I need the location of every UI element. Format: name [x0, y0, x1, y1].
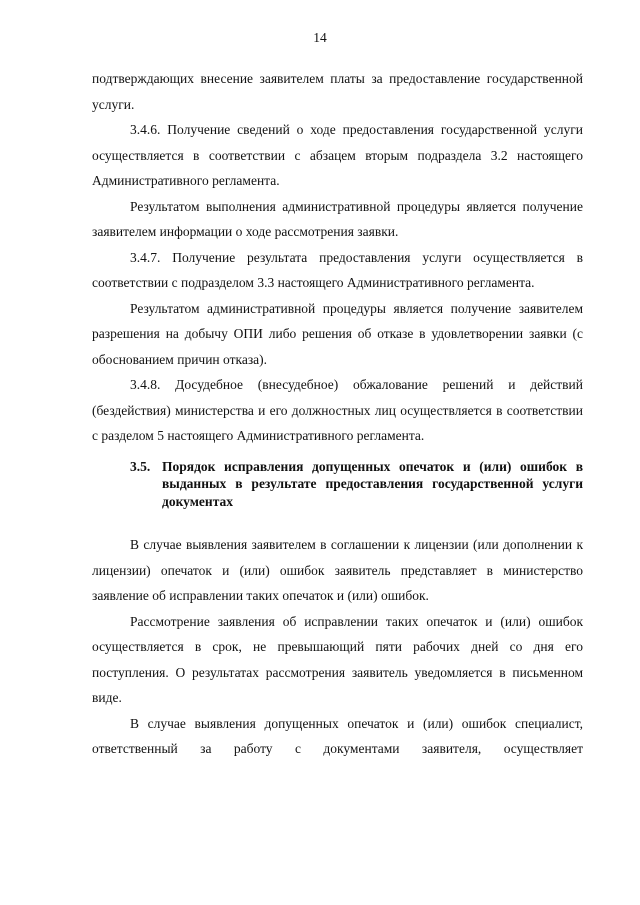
paragraph-result-3-4-7: Результатом административной процедуры является получение заявителем разрешения на добычу ОПИ либо решения об отказе в удовлетворении заявки (с обоснованием причин отказа).: [92, 300, 583, 367]
section-paragraph-3: В случае выявления допущенных опечаток и (или) ошибок специалист, ответственный за работу с документами заявителя, осуществляет: [92, 715, 583, 756]
page-number: 14: [313, 30, 327, 45]
section-number: 3.5.: [130, 458, 151, 474]
section-heading: [130, 458, 583, 511]
section-title: Порядок исправления допущенных опечаток и (или) ошибок в выданных в результате предоставления государственной услуги документах: [162, 458, 583, 509]
section-paragraph-1: В случае выявления заявителем в соглашении к лицензии (или дополнении к лицензии) опечаток и (или) ошибок заявитель представляет в министерство заявление об исправлении таких опечаток и (или) ошибок.: [92, 537, 583, 603]
paragraph-3-4-6: 3.4.6. Получение сведений о ходе предоставления государственной услуги осуществляется в соответствии с абзацем вторым подраздела 3.2 настоящего Административного регламента.: [92, 122, 583, 188]
section-paragraph-2: Рассмотрение заявления об исправлении таких опечаток и (или) ошибок осуществляется в срок, не превышающий пяти рабочих дней со дня его поступления. О результатах рассмотрения заявитель уведомляется в письменном виде.: [92, 613, 583, 705]
paragraph-continuation: подтверждающих внесение заявителем платы за предоставление государственной услуги.: [92, 71, 583, 112]
document-body: [92, 66, 583, 762]
paragraph-result-3-4-6: Результатом выполнения административной процедуры является получение заявителем информации о ходе рассмотрения заявки.: [92, 198, 583, 239]
paragraph-3-4-8: 3.4.8. Досудебное (внесудебное) обжалование решений и действий (бездействия) министерства и его должностных лиц осуществляется в соответствии с разделом 5 настоящего Административного регламента.: [92, 377, 583, 443]
paragraph-3-4-7: 3.4.7. Получение результата предоставления услуги осуществляется в соответствии с подразделом 3.3 настоящего Административного регламента.: [92, 249, 583, 290]
